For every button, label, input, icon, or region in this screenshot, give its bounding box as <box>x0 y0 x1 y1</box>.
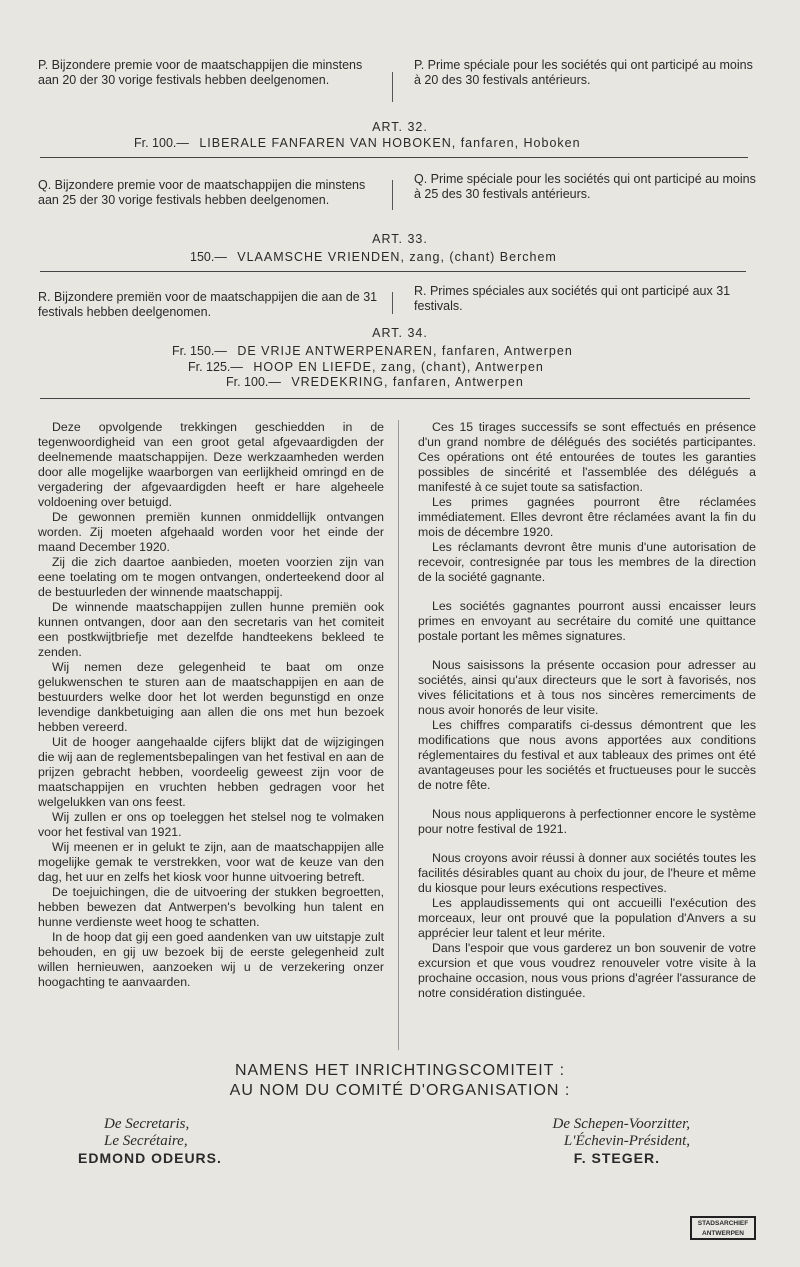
article-32-title: ART. 32. <box>372 120 428 134</box>
signature-name: EDMOND ODEURS. <box>78 1150 222 1166</box>
archive-stamp <box>690 1216 756 1240</box>
article-34-title: ART. 34. <box>372 326 428 340</box>
winner-name: LIBERALE FANFAREN VAN HOBOKEN, fanfaren, Hoboken <box>199 136 581 150</box>
signature-role-fr: L'Échevin-Président, <box>563 1133 690 1149</box>
paragraph: Nous saisissons la présente occasion pour adresser au sociétés, ainsi qu'aux directeurs que le sort à favorisés, nos vives félicitations et à tous nos sincères remerciments de nous avoir honorés de leur visite. <box>418 658 756 717</box>
paragraph: De winnende maatschappijen zullen hunne premiën ook kunnen ontvangen, door aan den secretaris van het comiteit een postkwijtbriefje met dezelfde handteekens bekleed te zenden. <box>38 600 384 659</box>
premium-q-fr: Q. Prime spéciale pour les sociétés qui ont participé au moins à 25 des 30 festivals antérieurs. <box>414 172 756 201</box>
premium-divider <box>392 180 393 210</box>
winner-amount: Fr. 100.— <box>226 375 281 389</box>
winner-name: DE VRIJE ANTWERPENAREN, fanfaren, Antwerpen <box>237 344 573 358</box>
article-33-title: ART. 33. <box>372 232 428 246</box>
winner-amount: 150.— <box>190 250 227 264</box>
divider-line <box>40 398 750 399</box>
premium-q-nl: Q. Bijzondere premie voor de maatschappijen die minstens aan 25 der 30 vorige festivals hebben deelgenomen. <box>38 178 366 207</box>
paragraph: De toejuichingen, die de uitvoering der stukken begroetten, hebben bewezen dat Antwerpen's bevolking hun talent en hunne verdienste weet hoog te schatten. <box>38 885 384 929</box>
paragraph: Uit de hooger aangehaalde cijfers blijkt dat de wijzigingen die wij aan de reglementsbepalingen van het festival en aan de prijzen gebracht hebben, voordeelig geweest zijn voor de maatschappijen en vruchten hebben gedragen voor het welgelukken van ons feest. <box>38 735 384 809</box>
paragraph: Les chiffres comparatifs ci-dessus démontrent que les modifications que nous avons apportées aux conditions réglementaires du festival et aux tableaux des primes ont été avantageuses pour les sociétés et fructueuses pour le succès de notre fête. <box>418 718 756 792</box>
signature-role-nl: De Secretaris, <box>104 1116 190 1132</box>
signature-role-nl: De Schepen-Voorzitter, <box>552 1116 690 1132</box>
committee-heading-fr: AU NOM DU COMITÉ D'ORGANISATION : <box>229 1082 571 1099</box>
paragraph: Dans l'espoir que vous garderez un bon souvenir de votre excursion et que vous voudrez renouveler votre visite à la prochaine occasion, nous vous prions d'agréer l'assurance de notre considération distinguée. <box>418 941 756 1000</box>
paragraph: Nous croyons avoir réussi à donner aux sociétés toutes les facilités désirables quant au choix du jour, de l'heure et même du kiosque pour leurs exécutions respectives. <box>418 851 756 895</box>
body-column-dutch <box>38 420 384 990</box>
winner-name: VREDEKRING, fanfaren, Antwerpen <box>291 375 524 389</box>
paragraph: In de hoop dat gij een goed aandenken van uw uitstapje zult behouden, en gij uw bezoek bij de eerste gelegenheid zult willen hernieuwen, aanzoeken wij u de verzekering onzer hoogachting te aanvaarden. <box>38 930 384 989</box>
stamp-line-1: STADSARCHIEF <box>697 1220 749 1227</box>
premium-p-row <box>38 58 762 108</box>
premium-p-fr: P. Prime spéciale pour les sociétés qui ont participé au moins à 20 des 30 festivals antérieurs. <box>414 58 753 87</box>
article-34-winner-2 <box>188 360 544 374</box>
paragraph: Les primes gagnées pourront être réclamées immédiatement. Elles devront être réclamées avant la fin du mois de décembre 1920. <box>418 495 756 539</box>
premium-p-nl: P. Bijzondere premie voor de maatschappijen die minstens aan 20 der 30 vorige festivals hebben deelgenomen. <box>38 58 363 87</box>
paragraph: Wij meenen er in gelukt te zijn, aan de maatschappijen alle mogelijke gemak te verstrekken, voor wat de keuze van den dag, het uur en zelfs het kiosk voor hunne uitvoering betreft. <box>38 840 384 884</box>
paragraph: Nous nous appliquerons à perfectionner encore le système pour notre festival de 1921. <box>418 807 756 836</box>
premium-r-row <box>38 282 762 322</box>
signature-role-fr: Le Secrétaire, <box>104 1133 188 1149</box>
paragraph: Wij nemen deze gelegenheid te baat om onze gelukwenschen te sturen aan de maatschappijen en aan de bestuurders welke door het lot werden begunstigd en onze levendige dankbetuiging aan allen die ons met hun bezoek hebben vereerd. <box>38 660 384 734</box>
paragraph: Les applaudissements qui ont accueilli l'exécution des morceaux, leur ont prouvé que la population d'Anvers a su apprécier leur talent et leur mérite. <box>418 896 756 940</box>
divider-line <box>40 271 746 272</box>
paragraph: De gewonnen premiën kunnen onmiddellijk ontvangen worden. Zij moeten afgehaald worden voor het einde der maand December 1920. <box>38 510 384 554</box>
committee-heading-nl: NAMENS HET INRICHTINGSCOMITEIT : <box>234 1062 566 1079</box>
column-divider <box>398 420 399 1050</box>
paragraph: Les sociétés gagnantes pourront aussi encaisser leurs primes en envoyant au secrétaire du comité une quittance postale portant les mêmes signatures. <box>418 599 756 643</box>
winner-amount: Fr. 100.— <box>134 136 189 150</box>
body-column-french <box>418 420 756 1001</box>
premium-r-fr: R. Primes spéciales aux sociétés qui ont participé aux 31 festivals. <box>414 284 731 313</box>
divider-line <box>40 157 748 158</box>
paragraph: Deze opvolgende trekkingen geschiedden in de tegenwoordigheid van een groot getal afgevaardigden der deelnemende maatschappijen. Deze werkzaamheden werden door alle mogelijke waarborgen van eerlijkheid omringd en de vergadering der afgevaardigden heeft er hare algeheele voldoening over betuigd. <box>38 420 384 509</box>
winner-amount: Fr. 150.— <box>172 344 227 358</box>
stamp-line-2: ANTWERPEN <box>702 1230 744 1237</box>
paragraph: Ces 15 tirages successifs se sont effectués en présence d'un grand nombre de délégués des sociétés participantes. Ces opérations ont été entourées de toutes les garanties possibles de sincérité et l'assemblée des délégués a manifesté à ce sujet toute sa satisfaction. <box>418 420 756 494</box>
article-33-winner <box>190 250 557 264</box>
paragraph: Les réclamants devront être munis d'une autorisation de recevoir, contresignée par tous les membres de la direction de la société gagnante. <box>418 540 756 584</box>
signature-left <box>78 1116 222 1167</box>
premium-divider <box>392 292 393 314</box>
article-34-winner-1 <box>172 344 573 358</box>
premium-q-row <box>38 168 762 218</box>
premium-r-nl: R. Bijzondere premiën voor de maatschappijen die aan de 31 festivals hebben deelgenomen. <box>38 290 378 319</box>
winner-amount: Fr. 125.— <box>188 360 243 374</box>
winner-name: VLAAMSCHE VRIENDEN, zang, (chant) Berchem <box>237 250 557 264</box>
article-34-winner-3 <box>226 375 524 389</box>
signature-name: F. STEGER. <box>573 1150 660 1166</box>
winner-name: HOOP EN LIEFDE, zang, (chant), Antwerpen <box>253 360 544 374</box>
signature-right <box>514 1116 690 1167</box>
paragraph: Zij die zich daartoe aanbieden, moeten voorzien zijn van eene toelating om te mogen ontvangen, onderteekend door al de bestuurleden der winnende maatschappij. <box>38 555 384 599</box>
article-32-winner <box>134 136 581 150</box>
paragraph: Wij zullen er ons op toeleggen het stelsel nog te volmaken voor het festival van 1921. <box>38 810 384 839</box>
premium-divider <box>392 72 393 102</box>
